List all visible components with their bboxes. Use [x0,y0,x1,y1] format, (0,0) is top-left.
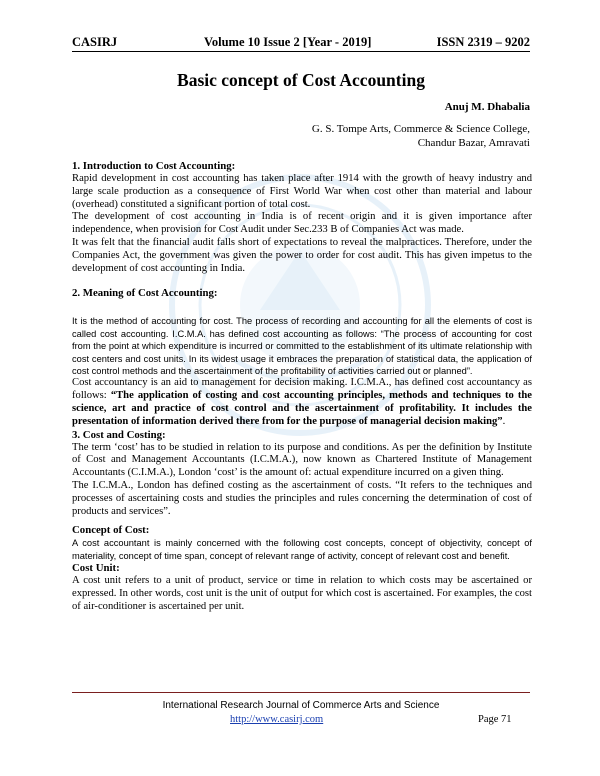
author-name: Anuj M. Dhabalia [444,101,530,113]
section-2-paragraph-2-end: . [502,415,506,427]
section-3-heading: 3. Cost and Costing: [72,428,166,441]
cost-unit-paragraph: A cost unit refers to a unit of product, service or time in relation to which costs may be ascertained or expressed. In other words, cost unit is the unit of output for which cost is ascertained. For examples, the cost of air-conditioner is ascertained per unit. [72,575,532,612]
section-2-paragraph-1: It is the method of accounting for cost. The process of recording and accounting for all the elements of cost is called cost accounting. I.C.M.A. has defined cost accounting as follows: “The process of accounting for cost from the point at which expenditure is incurred or committed to the establishment of its ultimate relationship with cost centers and cost units. In its widest usage it embraces the preparation of statistical data, the application of cost control methods and the ascertainment of the profitability of activities carried out or planned”. [72,316,532,376]
section-1-paragraph-2: The development of cost accounting in India is of recent origin and it is given importance after independence, when provision for Cost Audit under Sec.233 B of Companies Act was made. [72,211,532,236]
section-3-paragraph-2: The I.C.M.A., London has defined costing as the ascertainment of costs. “It refers to the techniques and processes of ascertaining costs and studies the principles and rules concerning the determination of cost of products and services”. [72,479,532,517]
journal-abbrev: CASIRJ [72,35,118,49]
section-1-heading: 1. Introduction to Cost Accounting: [72,160,236,172]
affiliation [312,122,530,150]
concept-of-cost-heading: Concept of Cost: [72,524,150,537]
article-body [72,160,532,614]
issn: ISSN 2319 – 9202 [436,35,530,49]
section-2-definition-quote: “The application of costing and cost accounting principles, methods and techniques to the science, art and practice of cost control and the ascertainment of profitability. It includes the presentation of information derived there from for the purpose of managerial decision making” [72,390,533,427]
volume-issue: Volume 10 Issue 2 [Year - 2019] [204,35,372,49]
affiliation-line-1: G. S. Tompe Arts, Commerce & Science College, [311,123,530,135]
section-3-paragraph-1: The term ‘cost’ has to be studied in relation to its purpose and conditions. As per the definition by Institute of Cost and Management Accountants (I.C.M.A.), now known as Chartered Institute of Management Accountants (C.I.M.A.), London ‘cost’ is the amount of: actual expenditure incurred on a given thing. [72,441,532,479]
cost-unit-heading: Cost Unit: [72,562,120,575]
page-number: Page 71 [478,714,512,725]
footer-journal-link[interactable]: http://www.casirj.com [230,714,324,725]
affiliation-line-2: Chandur Bazar, Amravati [417,137,530,149]
paper-title: Basic concept of Cost Accounting [177,70,425,90]
running-header [72,34,530,50]
footer-rule [72,692,530,693]
section-1-paragraph-1: Rapid development in cost accounting has taken place after 1914 with the growth of heavy industry and large scale production as a consequence of First World War when cost other than material and labour (overhead) constituted a significant portion of total cost. [72,173,532,210]
section-2-paragraph-2-intro: Cost accountancy is an aid to management for decision making. I.C.M.A., has defined cost accountancy as follows: [72,377,532,402]
header-rule [72,51,530,52]
footer-journal-name: International Research Journal of Commerce Arts and Science [162,700,440,711]
section-2-paragraph-2 [72,377,532,428]
section-2-heading: 2. Meaning of Cost Accounting: [72,287,218,300]
concept-of-cost-paragraph: A cost accountant is mainly concerned with the following cost concepts, concept of objectivity, concept of materiality, concept of time span, concept of relevant range of activity, concept of relevant cost and benefit. [72,538,532,561]
section-1-paragraph-3: It was felt that the financial audit falls short of expectations to reveal the malpractices. Therefore, under the Companies Act, the government was given the power to order for cost audit. This has given impetus to the development of cost accounting in India. [72,236,532,274]
